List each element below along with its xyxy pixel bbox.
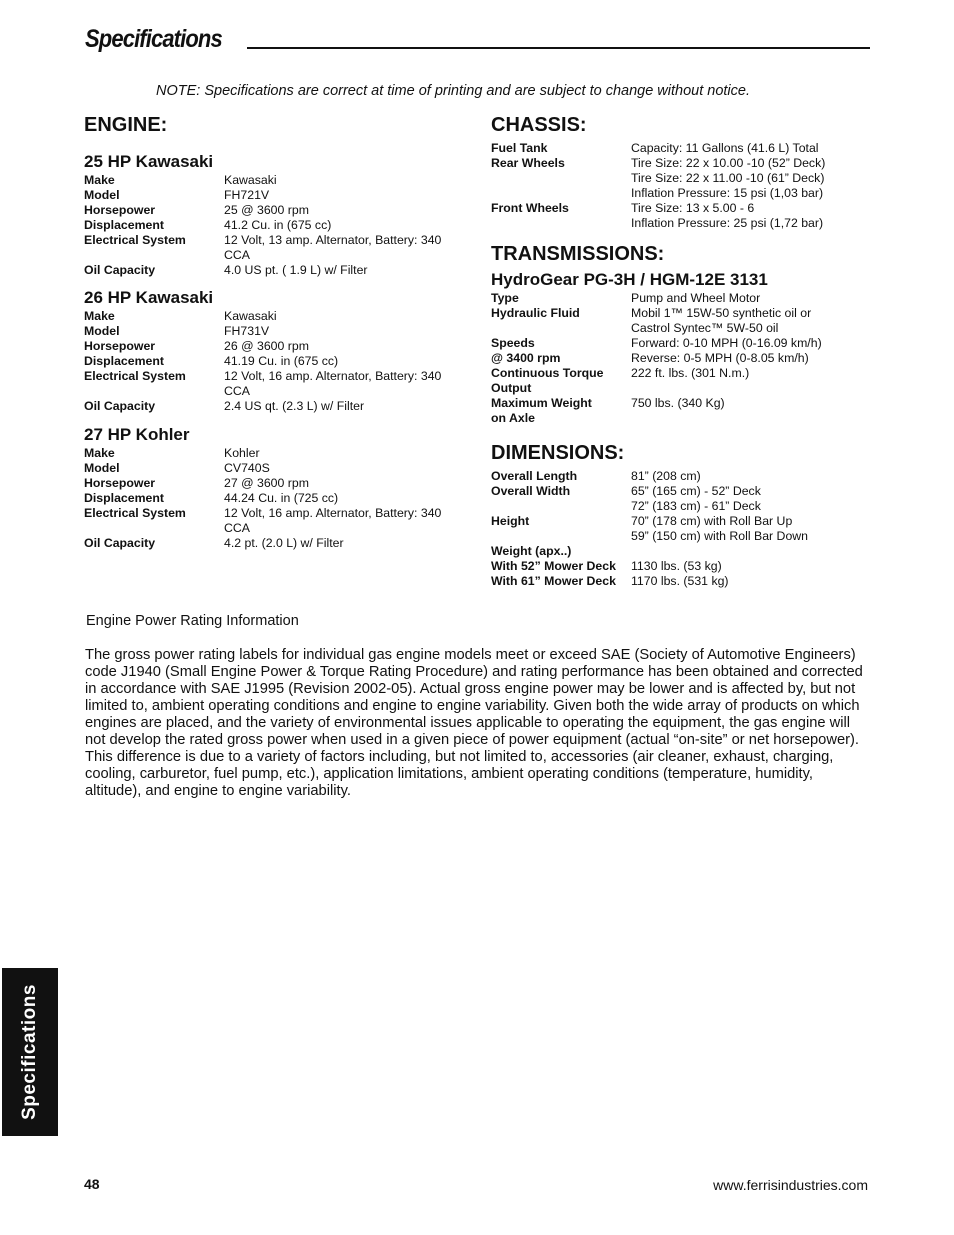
spec-label — [491, 499, 631, 514]
specs-note: NOTE: Specifications are correct at time of printing and are subject to change without notice. — [156, 83, 750, 99]
engine-block-25hp — [84, 151, 464, 278]
title-rule — [247, 47, 870, 49]
spec-label: Displacement — [84, 354, 164, 368]
spec-row — [84, 173, 449, 188]
spec-value: Reverse: 0-5 MPH (0-8.05 km/h) — [631, 351, 809, 365]
section-side-tab — [2, 968, 58, 1136]
spec-label: Overall Width — [491, 484, 571, 498]
page-number: 48 — [84, 1176, 100, 1192]
spec-label: With 61” Mower Deck — [491, 574, 616, 588]
spec-value: 12 Volt, 16 amp. Alternator, Battery: 340 CCA — [224, 369, 442, 398]
spec-row — [491, 141, 871, 156]
spec-value: Inflation Pressure: 25 psi (1,72 bar) — [631, 216, 824, 230]
spec-row — [491, 411, 871, 426]
power-rating-body: The gross power rating labels for individual gas engine models meet or exceed SAE (Society of Automotive Engineers) code J1940 (Small Engine Power & Torque Rating Procedure) and rating performance has been obtained and corrected in accordance with SAE J1995 (Revision 2002-05). Actual gross engine power may be lower and is affected by, but not limited to, ambient operating conditions and engine to engine variability. Given both the wide array of products on which engines are placed, and the variety of environmental issues applicable to operating the equipment, the gas engine will not develop the rated gross power when used in a given piece of power equipment (actual “on-site” or net horsepower). This difference is due to a variety of factors including, but not limited to, accessories (air cleaner, exhaust, charging, cooling, carburetor, fuel pump, etc.), application limitations, ambient operating conditions (temperature, humidity, altitude), and engine to engine variability. — [85, 647, 863, 799]
spec-row — [491, 529, 871, 544]
spec-row — [491, 484, 871, 499]
engine-model-name: 27 HP Kohler — [84, 425, 190, 444]
spec-row — [491, 469, 871, 484]
spec-value: 222 ft. lbs. (301 N.m.) — [631, 366, 750, 380]
spec-label: Electrical System — [84, 506, 186, 520]
spec-value: Tire Size: 22 x 11.00 -10 (61” Deck) — [631, 171, 825, 185]
engine-spec-table — [84, 446, 449, 551]
spec-value: 25 @ 3600 rpm — [224, 203, 309, 217]
spec-label — [491, 171, 631, 186]
spec-row — [491, 186, 871, 201]
spec-value: FH731V — [224, 324, 270, 338]
spec-label: With 52” Mower Deck — [491, 559, 616, 573]
power-rating-heading: Engine Power Rating Information — [86, 613, 299, 629]
spec-row — [84, 536, 449, 551]
spec-row — [84, 309, 449, 324]
chassis-heading: CHASSIS: — [491, 114, 587, 136]
transmission-model-name: HydroGear PG-3H / HGM-12E 3131 — [491, 270, 768, 289]
spec-row — [491, 544, 871, 559]
engine-spec-table — [84, 309, 449, 414]
spec-value: 65” (165 cm) - 52” Deck — [631, 484, 761, 498]
spec-label: Hydraulic Fluid — [491, 306, 580, 320]
spec-label: Output — [491, 381, 532, 395]
spec-row — [491, 291, 871, 306]
spec-label: Make — [84, 173, 115, 187]
spec-value: 44.24 Cu. in (725 cc) — [224, 491, 339, 505]
spec-row — [491, 514, 871, 529]
spec-value: 12 Volt, 16 amp. Alternator, Battery: 340 CCA — [224, 506, 442, 535]
dimensions-spec-table — [491, 469, 871, 589]
spec-label: on Axle — [491, 411, 535, 425]
page-title: Specifications — [85, 25, 222, 53]
engine-model-name: 26 HP Kawasaki — [84, 288, 214, 307]
spec-row — [84, 324, 449, 339]
spec-row — [84, 446, 449, 461]
spec-value: 41.2 Cu. in (675 cc) — [224, 218, 332, 232]
transmissions-heading: TRANSMISSIONS: — [491, 243, 665, 265]
spec-value: Mobil 1™ 15W-50 synthetic oil or — [631, 306, 812, 320]
spec-label: Speeds — [491, 336, 535, 350]
spec-value: 2.4 US qt. (2.3 L) w/ Filter — [224, 399, 365, 413]
spec-value: Tire Size: 13 x 5.00 - 6 — [631, 201, 755, 215]
spec-value: 26 @ 3600 rpm — [224, 339, 309, 353]
spec-label — [491, 186, 631, 201]
spec-value: Capacity: 11 Gallons (41.6 L) Total — [631, 141, 819, 155]
spec-value: Inflation Pressure: 15 psi (1,03 bar) — [631, 186, 824, 200]
spec-value: 1130 lbs. (53 kg) — [631, 559, 722, 573]
spec-label: Fuel Tank — [491, 141, 548, 155]
spec-label: Displacement — [84, 218, 164, 232]
spec-label: Electrical System — [84, 369, 186, 383]
spec-label: Front Wheels — [491, 201, 569, 215]
spec-label: Model — [84, 461, 120, 475]
spec-value: 41.19 Cu. in (675 cc) — [224, 354, 339, 368]
spec-label: Model — [84, 324, 120, 338]
transmission-spec-table — [491, 291, 871, 426]
spec-value: Kawasaki — [224, 173, 277, 187]
spec-row — [491, 321, 871, 336]
chassis-spec-table — [491, 141, 871, 231]
spec-value: Castrol Syntec™ 5W-50 oil — [631, 321, 779, 335]
spec-label: Oil Capacity — [84, 263, 156, 277]
spec-label: Make — [84, 309, 115, 323]
spec-value — [631, 381, 871, 396]
spec-label: Horsepower — [84, 476, 156, 490]
spec-label: Model — [84, 188, 120, 202]
spec-value — [631, 544, 871, 559]
spec-label — [491, 216, 631, 231]
spec-label: Horsepower — [84, 339, 156, 353]
spec-value: 59” (150 cm) with Roll Bar Down — [631, 529, 808, 543]
spec-label: Type — [491, 291, 519, 305]
spec-row — [491, 381, 871, 396]
spec-value: 4.2 pt. (2.0 L) w/ Filter — [224, 536, 344, 550]
spec-row — [84, 506, 449, 536]
spec-label: Electrical System — [84, 233, 186, 247]
spec-label: Make — [84, 446, 115, 460]
spec-value: Forward: 0-10 MPH (0-16.09 km/h) — [631, 336, 822, 350]
spec-row — [491, 306, 871, 321]
spec-value: Tire Size: 22 x 10.00 -10 (52” Deck) — [631, 156, 826, 170]
spec-row — [491, 201, 871, 216]
engine-block-27hp — [84, 424, 464, 551]
spec-label — [491, 529, 631, 544]
spec-row — [84, 369, 449, 399]
spec-value: 27 @ 3600 rpm — [224, 476, 309, 490]
spec-label: Oil Capacity — [84, 536, 156, 550]
spec-value: 4.0 US pt. ( 1.9 L) w/ Filter — [224, 263, 368, 277]
spec-row — [491, 366, 871, 381]
spec-row — [84, 203, 449, 218]
engine-heading: ENGINE: — [84, 114, 168, 136]
spec-label: Rear Wheels — [491, 156, 565, 170]
spec-value: 81” (208 cm) — [631, 469, 701, 483]
spec-label: Displacement — [84, 491, 164, 505]
spec-label — [491, 321, 631, 336]
engine-spec-table — [84, 173, 449, 278]
spec-value: Pump and Wheel Motor — [631, 291, 761, 305]
spec-value: CV740S — [224, 461, 270, 475]
spec-label: Weight (apx..) — [491, 544, 572, 558]
spec-value: Kawasaki — [224, 309, 277, 323]
spec-value: 70” (178 cm) with Roll Bar Up — [631, 514, 793, 528]
spec-value — [631, 411, 871, 426]
spec-value: 12 Volt, 13 amp. Alternator, Battery: 340 CCA — [224, 233, 442, 262]
spec-row — [84, 218, 449, 233]
spec-row — [84, 339, 449, 354]
spec-label: Maximum Weight — [491, 396, 592, 410]
dimensions-heading: DIMENSIONS: — [491, 442, 625, 464]
spec-value: Kohler — [224, 446, 260, 460]
spec-label: Horsepower — [84, 203, 156, 217]
engine-column — [84, 112, 464, 551]
spec-row — [84, 233, 449, 263]
spec-row — [491, 351, 871, 366]
chassis-column — [491, 112, 871, 589]
spec-row — [491, 559, 871, 574]
spec-row — [84, 354, 449, 369]
spec-row — [84, 476, 449, 491]
spec-row — [491, 156, 871, 171]
spec-value: FH721V — [224, 188, 270, 202]
spec-row — [491, 396, 871, 411]
spec-row — [491, 574, 871, 589]
spec-row — [491, 171, 871, 186]
spec-label: Overall Length — [491, 469, 578, 483]
side-tab-label: Specifications — [19, 984, 40, 1120]
spec-row — [491, 336, 871, 351]
spec-label: Continuous Torque — [491, 366, 604, 380]
spec-row — [84, 263, 449, 278]
engine-block-26hp — [84, 287, 464, 414]
spec-label: @ 3400 rpm — [491, 351, 561, 365]
spec-value: 750 lbs. (340 Kg) — [631, 396, 725, 410]
spec-label: Oil Capacity — [84, 399, 156, 413]
spec-row — [84, 188, 449, 203]
spec-row — [84, 399, 449, 414]
spec-label: Height — [491, 514, 530, 528]
spec-row — [491, 499, 871, 514]
spec-value: 72” (183 cm) - 61” Deck — [631, 499, 761, 513]
engine-model-name: 25 HP Kawasaki — [84, 152, 214, 171]
website-url: www.ferrisindustries.com — [713, 1177, 868, 1193]
spec-value: 1170 lbs. (531 kg) — [631, 574, 729, 588]
spec-row — [84, 491, 449, 506]
spec-row — [491, 216, 871, 231]
spec-row — [84, 461, 449, 476]
